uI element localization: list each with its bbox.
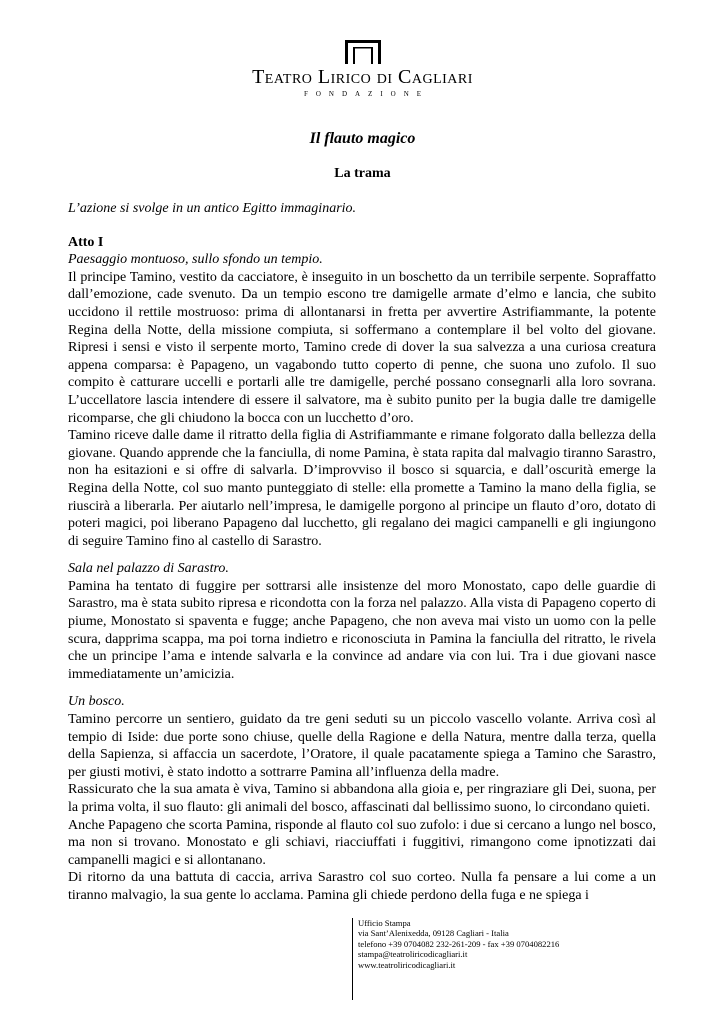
footer-website[interactable]: www.teatroliricodicagliari.it — [358, 959, 456, 970]
paragraph: Tamino riceve dalle dame il ritratto della figlia di Astrifiammante e rimane folgorato dalla bellezza della giovane. Quando apprende che la fanciulla, di nome Pamina, è stata rapita dal malvagio tiranno Sarastro, non ha esitazioni e si offre di salvarla. D’improvviso il bosco si squarcia, e dall’oscurità emerge la Regina della Notte, col suo manto punteggiato di stelle: ella promette a Tamino la mano della figlia, se riuscirà a liberarla. Per aiutarlo nell’impresa, le damigelle porgono al principe un flauto d’oro, dotato di poteri magici, poi liberano Papageno dal lucchetto, gli regalano dei magici campanelli e gli ingiungono di seguire Tamino fino al castello di Sarastro. — [68, 428, 656, 549]
document-subtitle: La trama — [334, 166, 391, 181]
footer-office: Ufficio Stampa — [358, 918, 411, 928]
paragraph: Anche Papageno che scorta Pamina, risponde al flauto col suo zufolo: i due si cercano a lungo nel bosco, ma non si trovano. Monostato e gli schiavi, riacciuffati i fuggitivi, rimangono come ipnotizzati dai campanelli magici e si allontanano. — [68, 817, 656, 868]
scene-heading: Un bosco. — [68, 694, 125, 710]
intro-line: L’azione si svolge in un antico Egitto immaginario. — [68, 201, 357, 216]
footer-phone: telefono +39 0704082 232-261-209 - fax +39 0704082216 — [358, 938, 560, 949]
document-title: Il flauto magico — [309, 130, 416, 147]
document-body — [68, 200, 656, 905]
footer-email[interactable]: stampa@teatroliricodicagliari.it — [358, 949, 468, 960]
scene-heading: Paesaggio montuoso, sullo sfondo un tempio. — [68, 252, 323, 268]
paragraph: Pamina ha tentato di fuggire per sottrarsi alle insistenze del moro Monostato, capo delle guardie di Sarastro, ma è stata subito ripresa e ricondotta con la forza nel palazzo. Alla vista di Papageno coperto di piume, Monostato si spaventa e fugge; anche Papageno, che non aveva mai visto un uomo con la pelle scura, dapprima scappa, ma poi torna indietro e riconosciuta in Pamina la fanciulla del ritratto, le rivela che un principe l’ama e intende salvarla e la convince ad andare via con lui. Tra i due giovani nasce immediatamente un’amicizia. — [68, 578, 656, 682]
act-heading: Atto I — [68, 234, 104, 250]
paragraph: Rassicurato che la sua amata è viva, Tamino si abbandona alla gioia e, per ringraziare gli Dei, suona, per la prima volta, il suo flauto: gli animali del bosco, affascinati dal bellissimo suono, lo circondano quieti. — [68, 782, 656, 815]
header-logo — [0, 38, 725, 98]
press-office-footer — [352, 918, 559, 1000]
organization-name: Teatro Lirico di Cagliari — [252, 66, 473, 88]
paragraph: Di ritorno da una battuta di caccia, arriva Sarastro col suo corteo. Nulla fa pensare a lui come a un tiranno malvagio, la sua gente lo acclama. Pamina gli chiede perdono della fuga e ne spiega i — [68, 870, 656, 903]
organization-subtitle: FONDAZIONE — [303, 90, 430, 98]
footer-address: via Sant’Alenixedda, 09128 Cagliari - Italia — [358, 928, 509, 939]
scene-heading: Sala nel palazzo di Sarastro. — [68, 561, 229, 577]
paragraph: Tamino percorre un sentiero, guidato da tre geni seduti su un piccolo vascello volante. Arriva così al tempio di Iside: due porte sono chiuse, quelle della Ragione e della Natura, mentre dalla terza, quella della Sapienza, si affaccia un sacerdote, l’Oratore, il quale pacatamente spiega a Tamino che Sarastro, per giusti motivi, è stato indotto a sottrarre Pamina all’influenza della madre. — [68, 712, 656, 780]
theatre-stage-icon — [342, 38, 384, 64]
paragraph: Il principe Tamino, vestito da cacciatore, è inseguito in un boschetto da un terribile serpente. Sopraffatto dall’emozione, cade svenuto. Da un tempio escono tre damigelle armate d’elmo e lancia, che subito uccidono il rettile mostruoso: prima di allontanarsi in fretta per avvertire Astrifiammante, la potente Regina della Notte, della missione compiuta, si soffermano a contemplare il bel volto del giovane. Ripresi i sensi e visto il serpente morto, Tamino crede di dover la sua salvezza a una curiosa creatura appena comparsa: è Papageno, un vagabondo tutto coperto di penne, che suona uno zufolo. Il suo compito è catturare uccelli e portarli alle tre damigelle, perché possano consegnarli alla loro sovrana. L’uccellatore lascia intendere di essere il salvatore, ma è subito punito per la bugia dalle tre damigelle ricomparse, che gli chiudono la bocca con un lucchetto d’oro. — [68, 269, 656, 426]
